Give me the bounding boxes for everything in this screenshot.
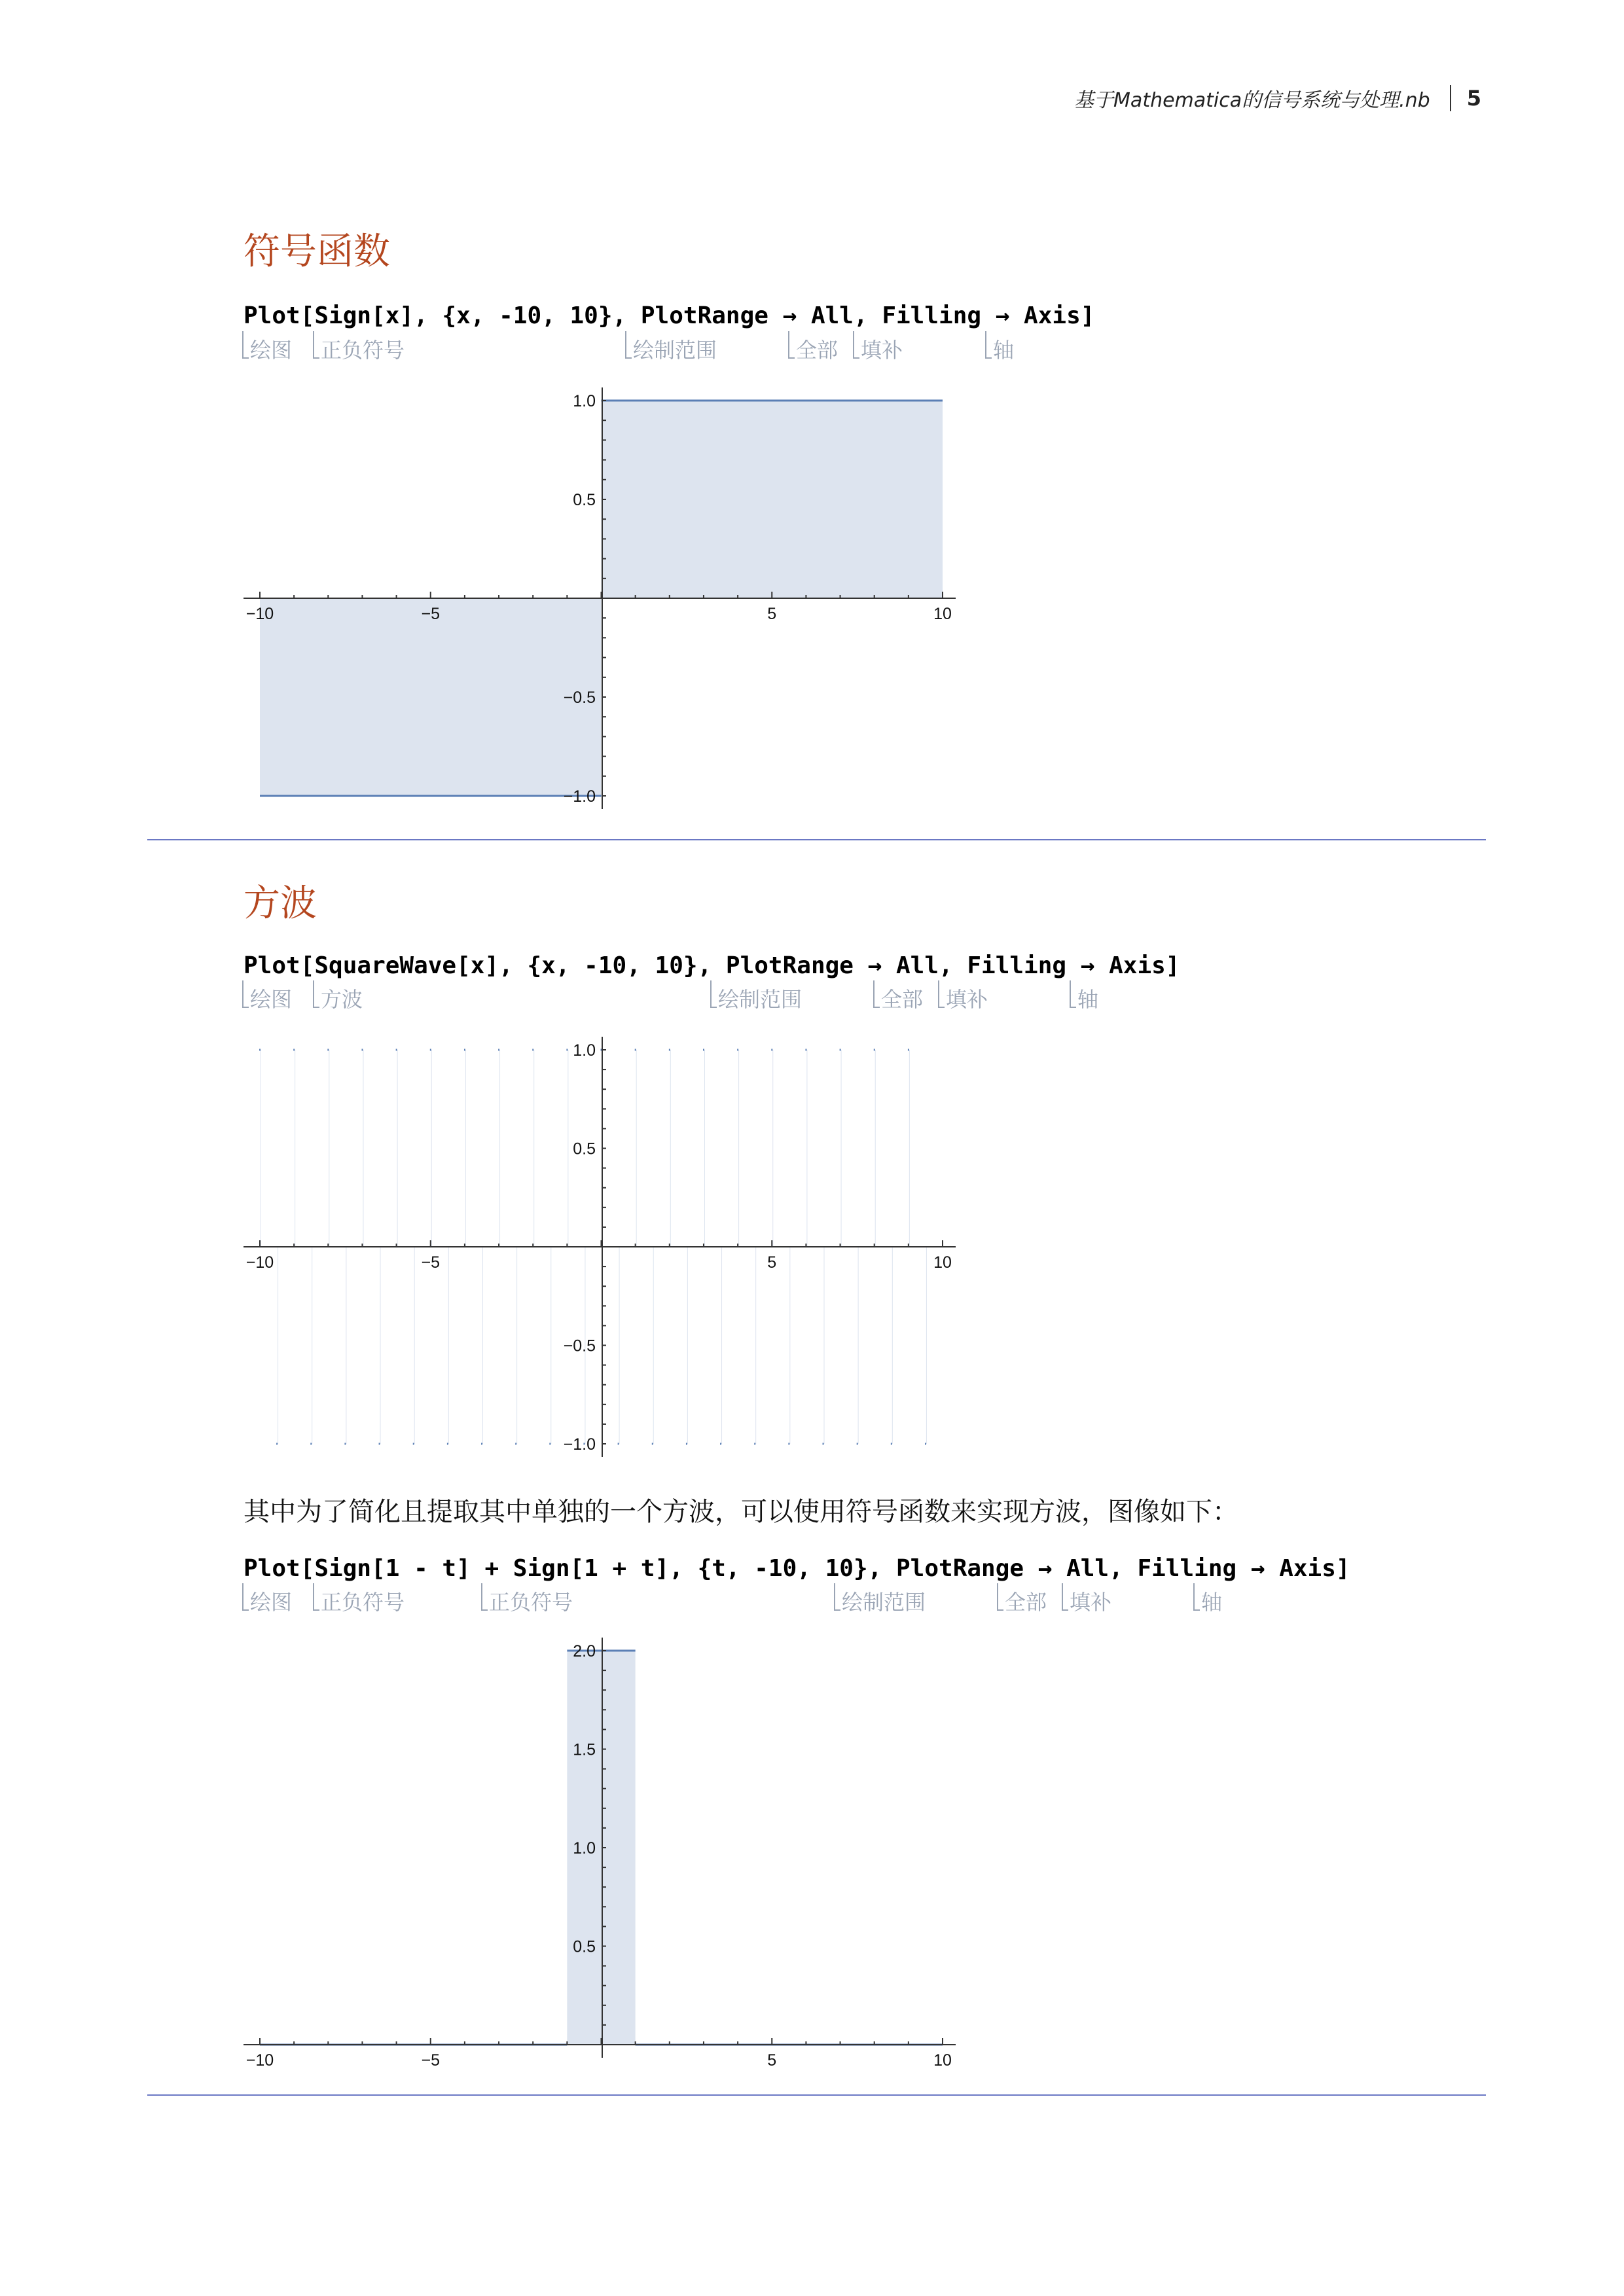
annotation: 绘图 [250,983,292,1013]
annotation: 填补 [946,983,988,1013]
fill-region [704,1050,705,1247]
y-tick-label: −1.0 [563,787,596,806]
fill-region [482,1247,483,1444]
fill-region [892,1247,893,1444]
annotation: 全部 [796,334,838,364]
fill-region [619,1247,620,1444]
x-tick-label: −5 [421,1253,441,1272]
fill-region [926,1247,927,1444]
cell-divider [147,839,1486,840]
x-tick-label: 5 [767,605,777,623]
annotation: 绘图 [250,334,292,364]
y-tick-label: 1.0 [573,392,596,410]
annotation: 轴 [993,334,1014,364]
fill-region [550,1247,551,1444]
fill-region [448,1247,449,1444]
y-tick-label: −1.0 [563,1435,596,1454]
notebook-title: 基于Mathematica的信号系统与处理.nb [1074,89,1430,112]
x-tick-label: −10 [245,605,274,623]
y-tick-label: −0.5 [563,1336,596,1355]
fill-region [636,1050,637,1247]
fill-region [533,1050,534,1247]
annotation: 方波 [321,983,363,1013]
fill-region [499,1050,500,1247]
fill-region [380,1247,381,1444]
annotation: 正负符号 [321,334,405,364]
y-tick-label: 1.0 [573,1041,596,1060]
code-input-pulse[interactable]: Plot[Sign[1 - t] + Sign[1 + t], {t, -10, 10}, PlotRange → All, Filling → Axis] [244,1555,1350,1582]
annotation: 绘图 [250,1586,292,1616]
fill-region [602,401,943,598]
annotation: 全部 [1005,1586,1047,1616]
fill-region [841,1050,842,1247]
fill-region [670,1050,671,1247]
fill-region [738,1050,739,1247]
x-tick-label: −5 [421,2051,441,2070]
page-number: 5 [1466,86,1481,111]
annotation: 填补 [1070,1586,1111,1616]
fill-region [909,1050,910,1247]
annotation: 绘制范围 [842,1586,926,1616]
y-tick-label: 2.0 [573,1642,596,1660]
fill-region [687,1247,688,1444]
x-tick-label: 5 [767,1253,777,1272]
annotation: 全部 [881,983,923,1013]
annotation: 绘制范围 [633,334,717,364]
section-title-square-wave: 方波 [244,882,317,925]
fill-region [465,1050,466,1247]
fill-region [516,1247,517,1444]
fill-region [414,1247,415,1444]
annotation: 填补 [861,334,903,364]
x-tick-label: −10 [245,1253,274,1272]
fill-region [772,1050,773,1247]
x-tick-label: 10 [933,1253,952,1272]
code-input-sign[interactable]: Plot[Sign[x], {x, -10, 10}, PlotRange → All, Filling → Axis] [244,302,1095,329]
y-tick-label: 0.5 [573,1937,596,1956]
fill-region [653,1247,654,1444]
y-tick-label: 1.5 [573,1740,596,1759]
fill-region [858,1247,859,1444]
annotation: 绘制范围 [718,983,802,1013]
x-tick-label: −5 [421,605,441,623]
code-input-square-wave[interactable]: Plot[SquareWave[x], {x, -10, 10}, PlotRange → All, Filling → Axis] [244,952,1180,979]
y-tick-label: 0.5 [573,491,596,509]
y-tick-label: −0.5 [563,689,596,707]
y-tick-label: 1.0 [573,1839,596,1857]
x-tick-label: 10 [933,605,952,623]
fill-region [789,1247,790,1444]
x-tick-label: 5 [767,2051,777,2070]
fill-region [721,1247,722,1444]
section-title-sign: 符号函数 [244,230,390,273]
y-tick-label: 0.5 [573,1139,596,1158]
fill-region [755,1247,756,1444]
annotation: 正负符号 [321,1586,405,1616]
x-tick-label: −10 [245,2051,274,2070]
annotation: 轴 [1201,1586,1222,1616]
fill-region [397,1050,398,1247]
x-tick-label: 10 [933,2051,952,2070]
fill-region [823,1247,824,1444]
fill-region [260,598,601,796]
fill-region [806,1050,807,1247]
cell-divider [147,2094,1486,2096]
annotation: 轴 [1077,983,1098,1013]
fill-region [875,1050,876,1247]
annotation: 正负符号 [489,1586,573,1616]
fill-region [431,1050,432,1247]
paragraph: 其中为了简化且提取其中单独的一个方波，可以使用符号函数来实现方波，图像如下： [244,1497,1238,1527]
